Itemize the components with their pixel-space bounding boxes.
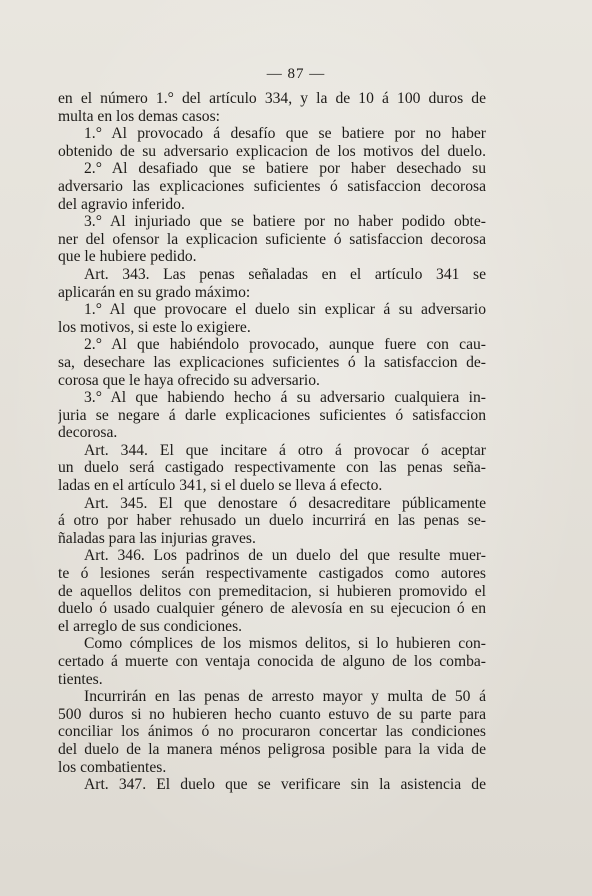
text-line: los combatientes.: [58, 758, 167, 776]
text-line: 1.° Al que provocare el duelo sin explicar á su adversario: [84, 301, 486, 319]
text-line: del agravio inferido.: [58, 195, 185, 213]
text-line: un duelo será castigado respectivamente con las penas seña-: [58, 459, 486, 477]
article-heading-line: Art. 344. El que incitare á otro á provocar ó aceptar: [84, 441, 486, 459]
text-line: 2.° Al desafiado que se batiere por haber desechado su: [84, 160, 486, 178]
text-line: sa, desechare las explicaciones suficientes ó la satisfaccion de-: [58, 353, 486, 371]
text-line: adversario las explicaciones suficientes ó satisfaccion decorosa: [58, 177, 486, 195]
text-line: tientes.: [58, 670, 103, 688]
text-line: decorosa.: [58, 424, 118, 442]
text-line: Incurrirán en las penas de arresto mayor y multa de 50 á: [84, 688, 486, 706]
text-line: duelo ó usado cualquier género de alevosía en su ejecucion ó en: [58, 600, 486, 618]
text-line: 3.° Al que habiendo hecho á su adversario cualquiera in-: [84, 389, 486, 407]
text-line: conciliar los ánimos ó no procuraron concertar las condiciones: [58, 723, 486, 741]
text-line: que le hubiere pedido.: [58, 248, 197, 266]
text-line: 500 duros si no hubieren hecho cuanto estuvo de su parte para: [58, 705, 486, 723]
text-line: en el número 1.° del artículo 334, y la de 10 á 100 duros de: [58, 90, 486, 107]
text-line: ñaladas para las injurias graves.: [58, 529, 256, 547]
text-line: certado á muerte con ventaja conocida de alguno de los comba-: [58, 653, 486, 670]
text-line: corosa que le haya ofrecido su adversario.: [58, 371, 320, 389]
text-line: de aquellos delitos con premeditacion, si hubieren promovido el: [58, 582, 486, 600]
text-line: los motivos, si este lo exigiere.: [58, 318, 251, 336]
text-line: 2.° Al que habiéndolo provocado, aunque fuere con cau-: [84, 336, 486, 354]
text-line: juria se negare á darle explicaciones suficientes ó satisfaccion: [58, 406, 486, 424]
page-body-text: [58, 90, 486, 794]
article-heading-line: Art. 345. El que denostare ó desacreditare públicamente: [84, 494, 486, 512]
article-heading-line: Art. 346. Los padrinos de un duelo del que resulte muer-: [84, 547, 486, 565]
text-line: 3.° Al injuriado que se batiere por no haber podido obte-: [84, 213, 486, 231]
text-line: 1.° Al provocado á desafío que se batiere por no haber: [84, 125, 486, 143]
article-heading-line: Art. 343. Las penas señaladas en el artículo 341 se: [84, 265, 486, 283]
article-heading-line: Art. 347. El duelo que se verificare sin la asistencia de: [84, 776, 486, 794]
text-line: Como cómplices de los mismos delitos, si lo hubieren con-: [84, 635, 486, 653]
text-line: ladas en el artículo 341, si el duelo se lleva á efecto.: [58, 477, 383, 495]
text-line: á otro por haber rehusado un duelo incurrirá en las penas se-: [58, 512, 486, 530]
page-number: — 87 —: [266, 66, 326, 82]
text-line: el arreglo de sus condiciones.: [58, 617, 243, 635]
text-line: ner del ofensor la explicacion suficiente ó satisfaccion decorosa: [58, 230, 486, 248]
text-line: aplicarán en su grado máximo:: [58, 283, 251, 301]
text-line: obtenido de su adversario explicacion de los motivos del duelo.: [58, 142, 486, 160]
text-line: multa en los demas casos:: [58, 107, 220, 125]
text-line: te ó lesiones serán respectivamente castigados como autores: [58, 565, 486, 583]
text-line: del duelo de la manera ménos peligrosa posible para la vida de: [58, 740, 486, 758]
